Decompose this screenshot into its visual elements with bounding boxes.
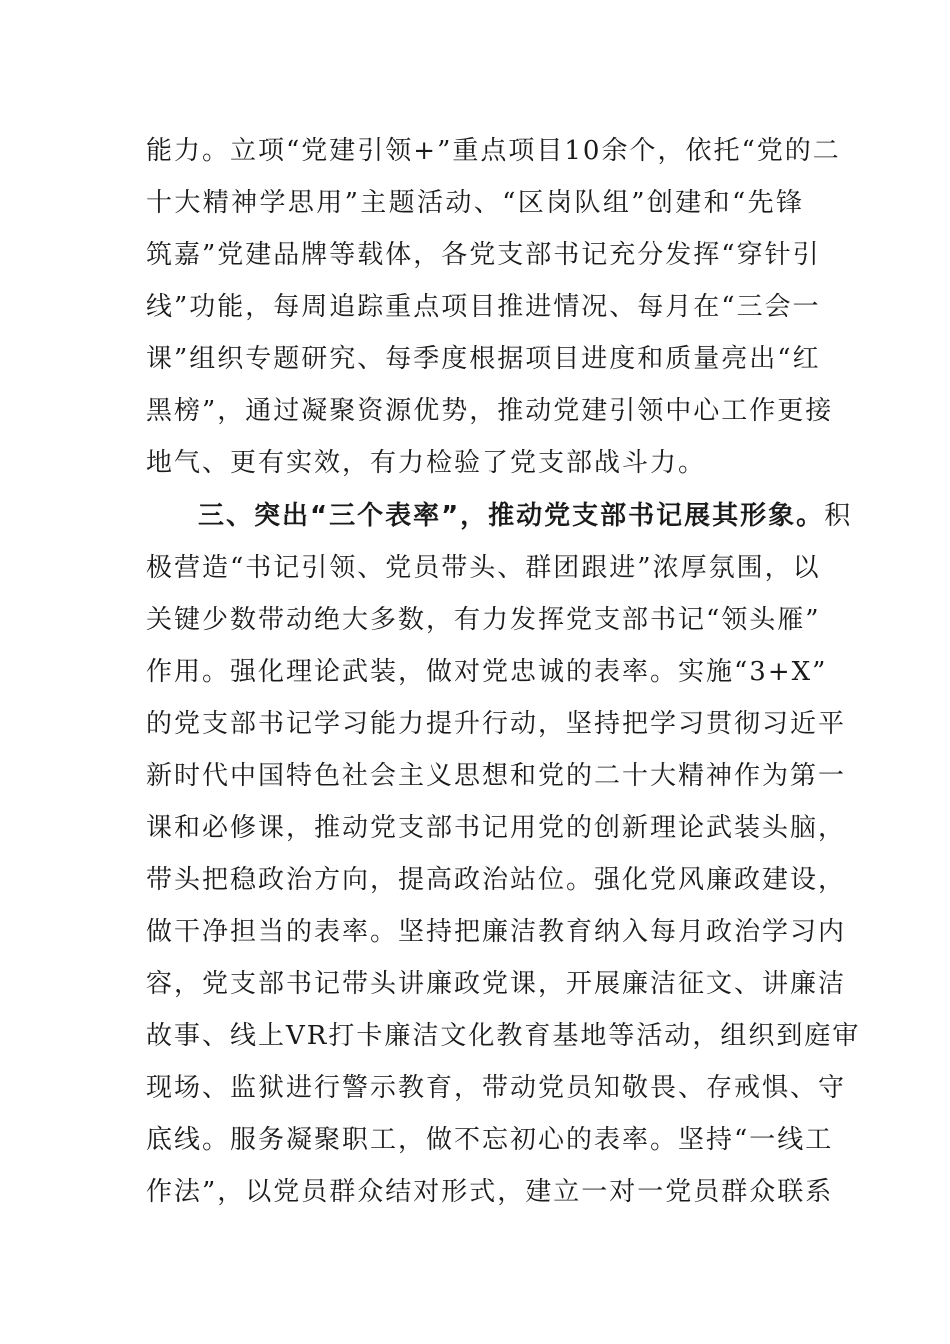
- paragraph-line: 黑榜”，通过凝聚资源优势，推动党建引领中心工作更接: [146, 396, 834, 426]
- section-heading-tail: 积: [824, 501, 853, 531]
- section-heading-line: [146, 490, 853, 542]
- paragraph-line: 故事、线上VR打卡廉洁文化教育基地等活动，组织到庭审: [146, 1021, 861, 1051]
- paragraph-line: 带头把稳政治方向，提高政治站位。强化党风廉政建设，: [146, 865, 847, 895]
- paragraph-line: 作用。强化理论武装，做对党忠诚的表率。实施“3+X”: [146, 657, 828, 687]
- paragraph-line: 作法”，以党员群众结对形式，建立一对一党员群众联系: [146, 1177, 834, 1207]
- paragraph-line: 极营造“书记引领、党员带头、群团跟进”浓厚氛围，以: [146, 553, 821, 583]
- paragraph-line: 的党支部书记学习能力提升行动，坚持把学习贯彻习近平: [146, 709, 847, 739]
- paragraph-line: 新时代中国特色社会主义思想和党的二十大精神作为第一: [146, 761, 847, 791]
- paragraph-line: 关键少数带动绝大多数，有力发挥党支部书记“领头雁”: [146, 605, 821, 635]
- paragraph-line: 现场、监狱进行警示教育，带动党员知敬畏、存戒惧、守: [146, 1073, 847, 1103]
- paragraph-line: 课和必修课，推动党支部书记用党的创新理论武装头脑，: [146, 813, 847, 843]
- paragraph-line: 容，党支部书记带头讲廉政党课，开展廉洁征文、讲廉洁: [146, 969, 847, 999]
- paragraph-1: [146, 125, 841, 489]
- paragraph-line: 做干净担当的表率。坚持把廉洁教育纳入每月政治学习内: [146, 917, 847, 947]
- paragraph-line: 课”组织专题研究、每季度根据项目进度和质量亮出“红: [146, 344, 821, 374]
- paragraph-2: [146, 490, 861, 1218]
- paragraph-line: 十大精神学思用”主题活动、“区岗队组”创建和“先锋: [146, 188, 804, 218]
- paragraph-line: 能力。立项“党建引领+”重点项目10余个，依托“党的二: [146, 136, 841, 166]
- paragraph-line: 线”功能，每周追踪重点项目推进情况、每月在“三会一: [146, 292, 821, 322]
- paragraph-line: 地气、更有实效，有力检验了党支部战斗力。: [146, 448, 707, 478]
- paragraph-line: 底线。服务凝聚职工，做不忘初心的表率。坚持“一线工: [146, 1125, 834, 1155]
- paragraph-line: 筑嘉”党建品牌等载体，各党支部书记充分发挥“穿针引: [146, 240, 821, 270]
- section-heading: 三、突出“三个表率”，推动党支部书记展其形象。: [198, 501, 825, 531]
